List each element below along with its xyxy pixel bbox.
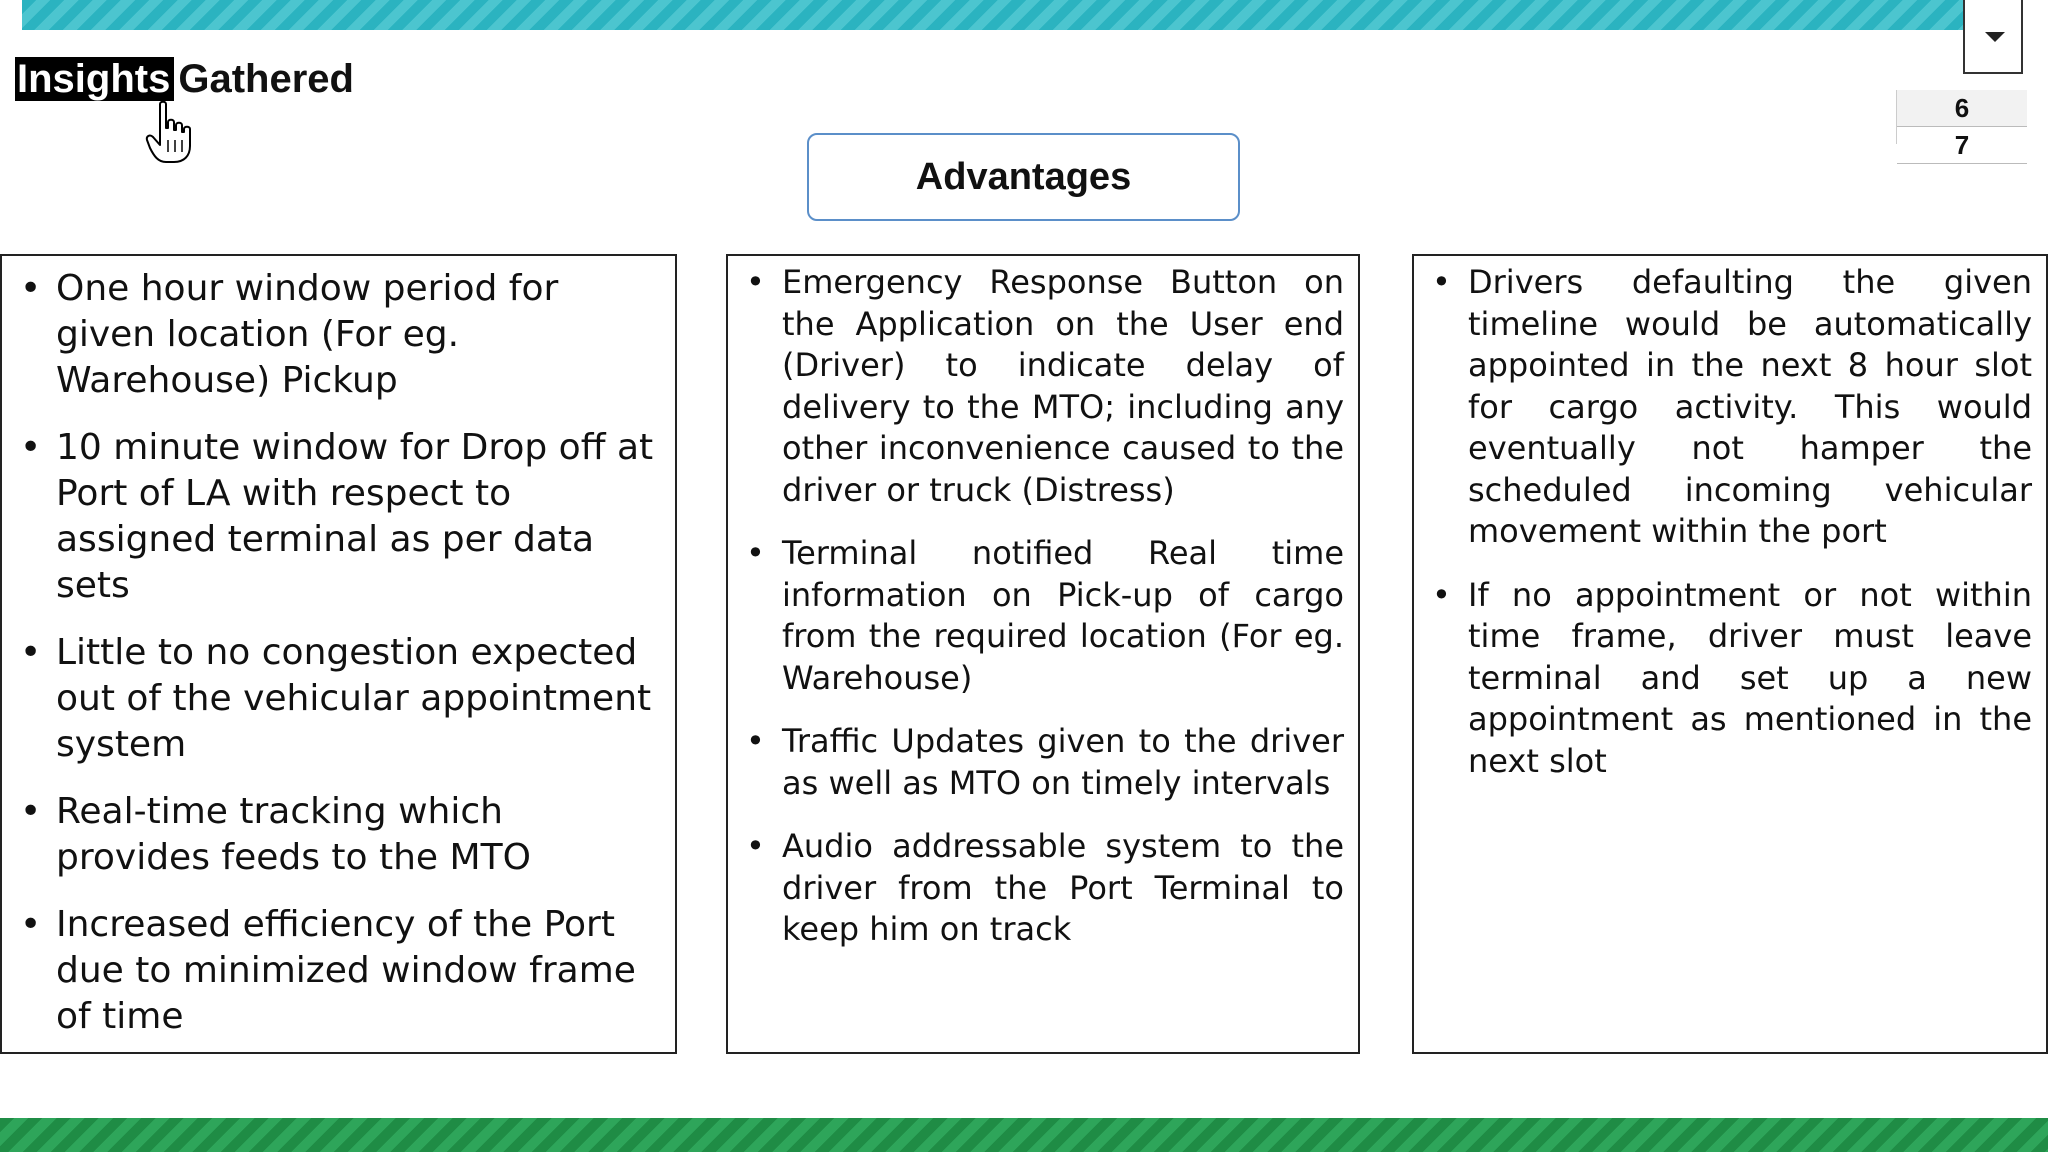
list-item <box>20 425 661 609</box>
title-highlighted-word[interactable]: Insights <box>15 57 174 101</box>
bullet-icon: • <box>1432 575 1451 614</box>
list-item-text: Little to no congestion expected out of the vehicular appointment system <box>56 632 652 765</box>
bullet-icon: • <box>20 904 42 945</box>
bullet-icon: • <box>20 791 42 832</box>
list-item <box>746 721 1344 804</box>
slide-number-current[interactable]: 6 <box>1897 90 2027 127</box>
list-item-text: Traffic Updates given to the driver as well as MTO on timely intervals <box>782 722 1344 802</box>
bullet-icon: • <box>20 427 42 468</box>
list-item-text: Terminal notified Real time information on Pick-up of cargo from the required location (For eg. Warehouse) <box>782 534 1344 697</box>
list-item-text: 10 minute window for Drop off at Port of LA with respect to assigned terminal as per data sets <box>56 427 654 606</box>
list-item-text: Audio addressable system to the driver from the Port Terminal to keep him on track <box>782 827 1344 948</box>
list-item <box>20 789 661 881</box>
bullet-icon: • <box>746 722 765 760</box>
list-item-text: Emergency Response Button on the Application on the User end (Driver) to indicate delay of delivery to the MTO; including any other inconvenience caused to the driver or truck (Distress) <box>782 263 1344 509</box>
bullet-icon: • <box>746 263 765 301</box>
list-item-text: One hour window period for given location (For eg. Warehouse) Pickup <box>56 268 559 401</box>
bullet-icon: • <box>746 534 765 572</box>
list-item <box>20 630 661 768</box>
page-title <box>15 56 354 102</box>
list-item-text: Real-time tracking which provides feeds to the MTO <box>56 791 531 878</box>
top-accent-band <box>22 0 1970 30</box>
bullet-icon: • <box>746 827 765 865</box>
list-item-text: Increased efficiency of the Port due to minimized window frame of time <box>56 904 636 1037</box>
middle-panel <box>726 254 1360 1054</box>
list-item <box>746 262 1344 511</box>
slide-number-list[interactable] <box>1896 90 2027 160</box>
bullet-icon: • <box>20 632 42 673</box>
chevron-down-icon <box>1985 32 2005 42</box>
list-item <box>20 902 661 1040</box>
list-item <box>746 533 1344 699</box>
slide-number-next[interactable]: 7 <box>1897 127 2027 164</box>
left-panel <box>0 254 677 1054</box>
list-item <box>1432 575 2032 783</box>
right-panel <box>1412 254 2048 1054</box>
advantages-label-box: Advantages <box>807 133 1240 221</box>
list-item <box>1432 262 2032 553</box>
bottom-accent-band <box>0 1118 2048 1152</box>
bullet-icon: • <box>20 268 42 309</box>
title-rest: Gathered <box>178 57 354 101</box>
hand-pointer-icon <box>146 100 192 166</box>
list-item <box>20 266 661 404</box>
list-item <box>746 826 1344 951</box>
bullet-icon: • <box>1432 263 1451 301</box>
list-item-text: If no appointment or not within time frame, driver must leave terminal and set up a new appointment as mentioned in the next slot <box>1468 575 2032 780</box>
slide-dropdown-button[interactable] <box>1963 0 2023 74</box>
list-item-text: Drivers defaulting the given timeline would be automatically appointed in the next 8 hour slot for cargo activity. This would eventually not hamper the scheduled incoming vehicular movement within the port <box>1468 263 2032 550</box>
